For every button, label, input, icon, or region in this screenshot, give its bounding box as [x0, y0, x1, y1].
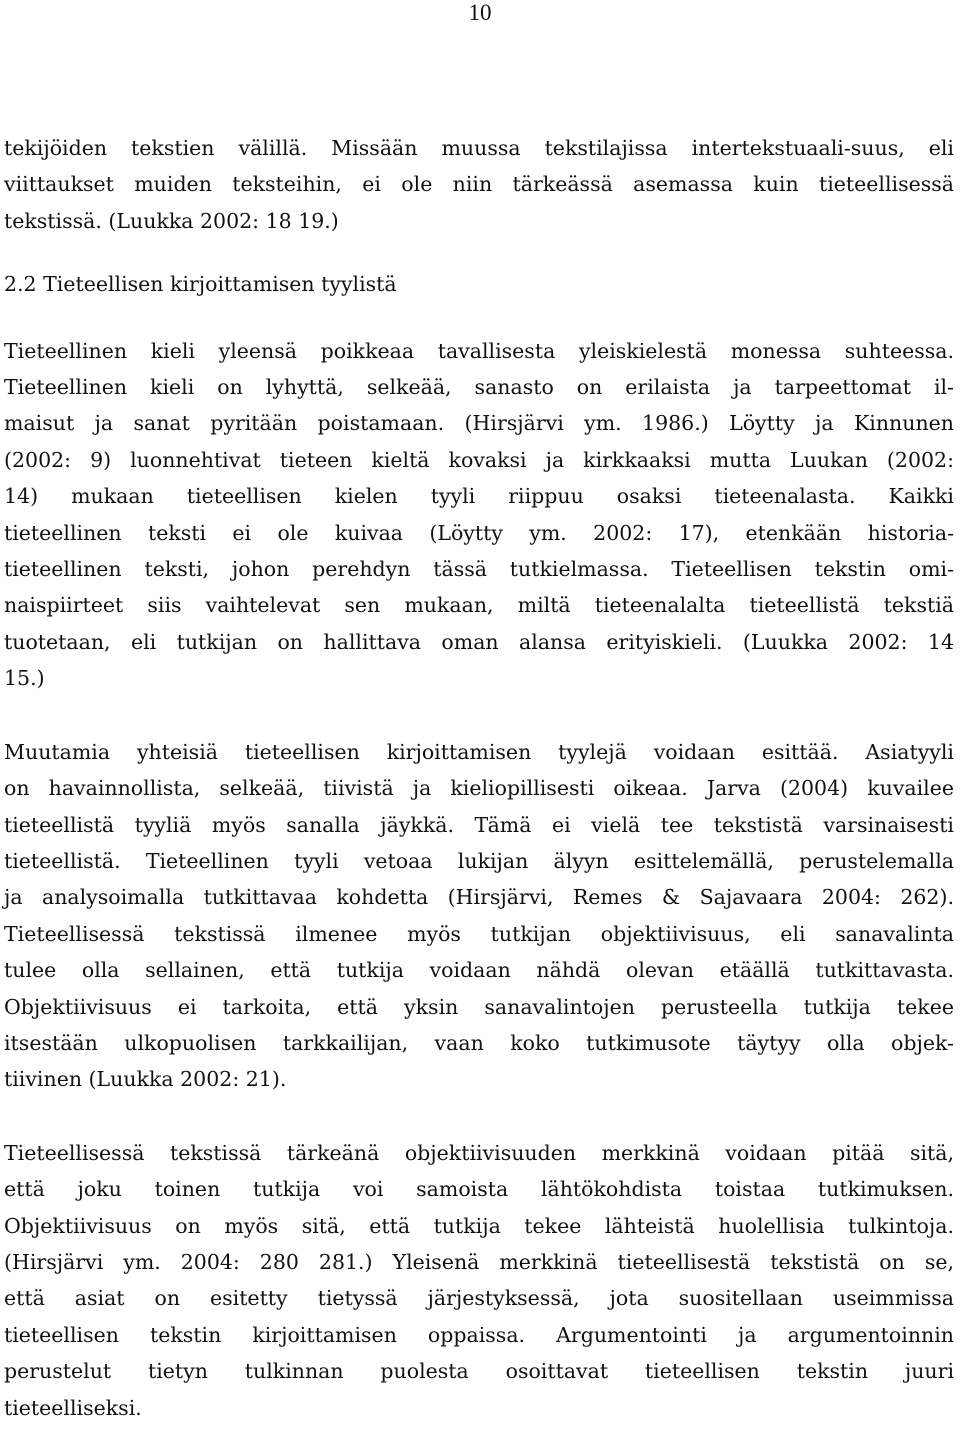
text-line: itsestään ulkopuolisen tarkkailijan, vaan koko tutkimusote täytyy olla objek- [4, 1030, 954, 1055]
paragraph-3 [4, 734, 954, 1098]
text-line: Tieteellinen kieli on lyhyttä, selkeää, sanasto on erilaista ja tarpeettomat il- [4, 375, 954, 400]
text-line: tuotetaan, eli tutkijan on hallittava oman alansa erityiskieli. (Luukka 2002: 14 [4, 629, 954, 654]
page-number: 10 [468, 0, 492, 25]
text-line: tekstissä. (Luukka 2002: 18 19.) [4, 208, 339, 233]
text-line: että asiat on esitetty tietyssä järjestyksessä, jota suositellaan useimmissa [4, 1286, 954, 1311]
text-line: on havainnollista, selkeää, tiivistä ja kieliopillisesti oikeaa. Jarva (2004) kuvailee [4, 776, 954, 801]
text-line: viittaukset muiden teksteihin, ei ole niin tärkeässä asemassa kuin tieteellisessä [4, 172, 954, 197]
paragraph-1 [4, 130, 954, 239]
text-line: Tieteellisessä tekstissä tärkeänä objektiivisuuden merkkinä voidaan pitää sitä, [4, 1140, 954, 1165]
text-line: tieteellinen teksti, johon perehdyn tässä tutkielmassa. Tieteellisen tekstin omi- [4, 557, 954, 582]
text-line: Muutamia yhteisiä tieteellisen kirjoittamisen tyylejä voidaan esittää. Asiatyyli [4, 739, 954, 764]
text-line: Objektiivisuus on myös sitä, että tutkija tekee lähteistä huolellisia tulkintoja. [4, 1213, 954, 1238]
text-line: perustelut tietyn tulkinnan puolesta osoittavat tieteellisen tekstin juuri [4, 1359, 954, 1384]
text-line: että joku toinen tutkija voi samoista lähtökohdista toistaa tutkimuksen. [4, 1177, 954, 1202]
section-heading: 2.2 Tieteellisen kirjoittamisen tyylistä [4, 272, 397, 297]
text-line: naispiirteet siis vaihtelevat sen mukaan, miltä tieteenalalta tieteellistä tekstiä [4, 593, 954, 618]
text-line: tieteellinen teksti ei ole kuivaa (Löytty ym. 2002: 17), etenkään historia- [4, 520, 954, 545]
text-line: 14) mukaan tieteellisen kielen tyyli riippuu osaksi tieteenalasta. Kaikki [4, 484, 954, 509]
text-line: maisut ja sanat pyritään poistamaan. (Hirsjärvi ym. 1986.) Löytty ja Kinnunen [4, 411, 954, 436]
text-line: (2002: 9) luonnehtivat tieteen kieltä kovaksi ja kirkkaaksi mutta Luukan (2002: [4, 447, 954, 472]
text-line: ja analysoimalla tutkittavaa kohdetta (Hirsjärvi, Remes & Sajavaara 2004: 262). [4, 885, 954, 910]
paragraph-4 [4, 1135, 954, 1426]
text-line: tieteellistä. Tieteellinen tyyli vetoaa lukijan älyyn esittelemällä, perustelemalla [4, 848, 954, 873]
text-line: 15.) [4, 666, 45, 691]
text-line: (Hirsjärvi ym. 2004: 280 281.) Yleisenä merkkinä tieteellisestä tekstistä on se, [4, 1249, 954, 1274]
text-line: tiivinen (Luukka 2002: 21). [4, 1067, 287, 1092]
text-line: tulee olla sellainen, että tutkija voidaan nähdä olevan etäällä tutkittavasta. [4, 958, 954, 983]
text-line: tieteellisen tekstin kirjoittamisen oppaissa. Argumentointi ja argumentoinnin [4, 1322, 954, 1347]
text-line: Objektiivisuus ei tarkoita, että yksin sanavalintojen perusteella tutkija tekee [4, 994, 954, 1019]
text-line: Tieteellisessä tekstissä ilmenee myös tutkijan objektiivisuus, eli sanavalinta [4, 921, 954, 946]
text-line: tieteelliseksi. [4, 1395, 142, 1420]
document-body [4, 130, 954, 1426]
text-line: Tieteellinen kieli yleensä poikkeaa tavallisesta yleiskielestä monessa suhteessa. [4, 338, 954, 363]
text-line: tieteellistä tyyliä myös sanalla jäykkä. Tämä ei vielä tee tekstistä varsinaisesti [4, 812, 954, 837]
text-line: tekijöiden tekstien välillä. Missään muussa tekstilajissa intertekstuaali-suus, eli [4, 136, 954, 160]
paragraph-2 [4, 333, 954, 697]
